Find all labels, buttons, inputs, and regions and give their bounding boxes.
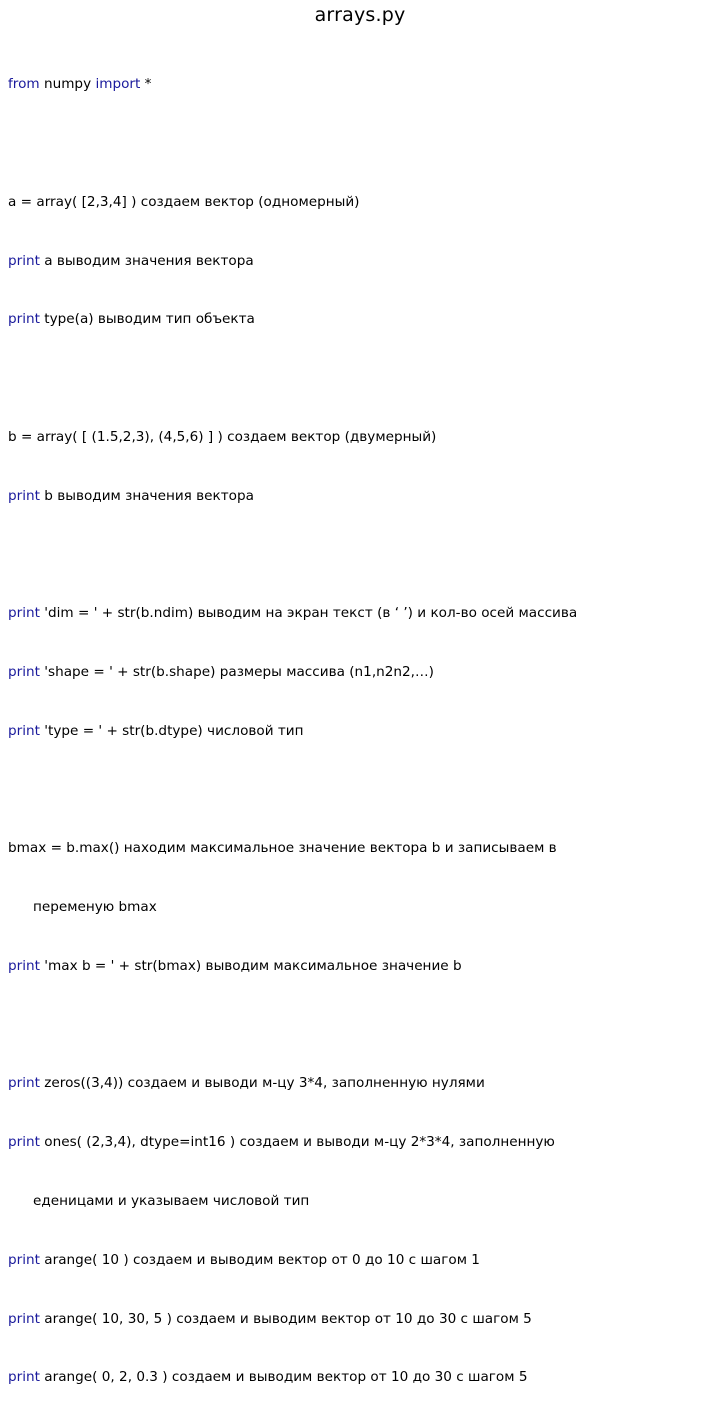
code-line bbox=[8, 1368, 712, 1388]
code-line bbox=[8, 839, 712, 859]
keyword-print: print bbox=[8, 1310, 40, 1327]
code-line bbox=[8, 428, 712, 448]
code-line bbox=[8, 310, 712, 330]
keyword-print: print bbox=[8, 605, 40, 622]
code-text: numpy bbox=[39, 76, 96, 93]
blank-line bbox=[8, 781, 712, 801]
code-text: 'max b = ' + str(bmax) выводим максимальное значение b bbox=[39, 957, 462, 974]
blank-line bbox=[8, 369, 712, 389]
keyword-print: print bbox=[8, 311, 40, 328]
keyword-import: import bbox=[95, 76, 141, 93]
code-text: a выводим значения вектора bbox=[39, 252, 254, 269]
code-line bbox=[8, 722, 712, 742]
code-line-continuation bbox=[8, 1192, 712, 1212]
code-line bbox=[8, 1251, 712, 1271]
code-line bbox=[8, 957, 712, 977]
code-text: bmax = b.max() находим максимальное значение вектора b и записываем в bbox=[8, 840, 557, 857]
code-text: arange( 10 ) создаем и выводим вектор от 0 до 10 с шагом 1 bbox=[39, 1251, 480, 1268]
code-line bbox=[8, 663, 712, 683]
code-text: type(a) выводим тип объекта bbox=[39, 311, 255, 328]
code-line-continuation bbox=[8, 898, 712, 918]
code-line bbox=[8, 487, 712, 507]
blank-line bbox=[8, 134, 712, 154]
code-block bbox=[8, 36, 712, 1427]
keyword-print: print bbox=[8, 1134, 40, 1151]
code-text: b выводим значения вектора bbox=[39, 487, 254, 504]
code-text: zeros((3,4)) создаем и выводи м-цу 3*4, заполненную нулями bbox=[39, 1075, 485, 1092]
code-text: 'shape = ' + str(b.shape) размеры массива (n1,n2n2,…) bbox=[39, 664, 434, 680]
keyword-from: from bbox=[8, 76, 40, 93]
code-line bbox=[8, 1074, 712, 1094]
keyword-print: print bbox=[8, 252, 40, 269]
keyword-print: print bbox=[8, 1369, 40, 1386]
blank-line bbox=[8, 1016, 712, 1036]
code-line bbox=[8, 604, 712, 624]
keyword-print: print bbox=[8, 957, 40, 974]
keyword-print: print bbox=[8, 664, 40, 680]
code-line bbox=[8, 1133, 712, 1153]
code-line-import bbox=[8, 75, 712, 95]
code-line bbox=[8, 193, 712, 213]
code-text: ones( (2,3,4), dtype=int16 ) создаем и выводи м-цу 2*3*4, заполненную bbox=[39, 1134, 555, 1151]
code-line bbox=[8, 252, 712, 272]
code-text: arange( 10, 30, 5 ) создаем и выводим вектор от 10 до 30 с шагом 5 bbox=[39, 1310, 532, 1327]
blank-line bbox=[8, 545, 712, 565]
code-text: b = array( [ (1.5,2,3), (4,5,6) ] ) создаем вектор (двумерный) bbox=[8, 428, 437, 445]
keyword-print: print bbox=[8, 722, 40, 739]
code-text: еденицами и указываем числовой тип bbox=[33, 1193, 310, 1210]
keyword-print: print bbox=[8, 1251, 40, 1268]
code-text: 'type = ' + str(b.dtype) числовой тип bbox=[39, 722, 304, 739]
code-text: * bbox=[140, 76, 152, 93]
keyword-print: print bbox=[8, 1075, 40, 1092]
code-text: arange( 0, 2, 0.3 ) создаем и выводим вектор от 10 до 30 с шагом 5 bbox=[39, 1369, 528, 1386]
code-text: 'dim = ' + str(b.ndim) выводим на экран текст (в ‘ ’) и кол-во осей массива bbox=[39, 605, 578, 622]
code-line bbox=[8, 1310, 712, 1330]
file-title: arrays.py bbox=[314, 4, 406, 26]
keyword-print: print bbox=[8, 487, 40, 504]
code-text: a = array( [2,3,4] ) создаем вектор (одномерный) bbox=[8, 193, 360, 210]
code-text: переменую bmax bbox=[33, 899, 157, 916]
